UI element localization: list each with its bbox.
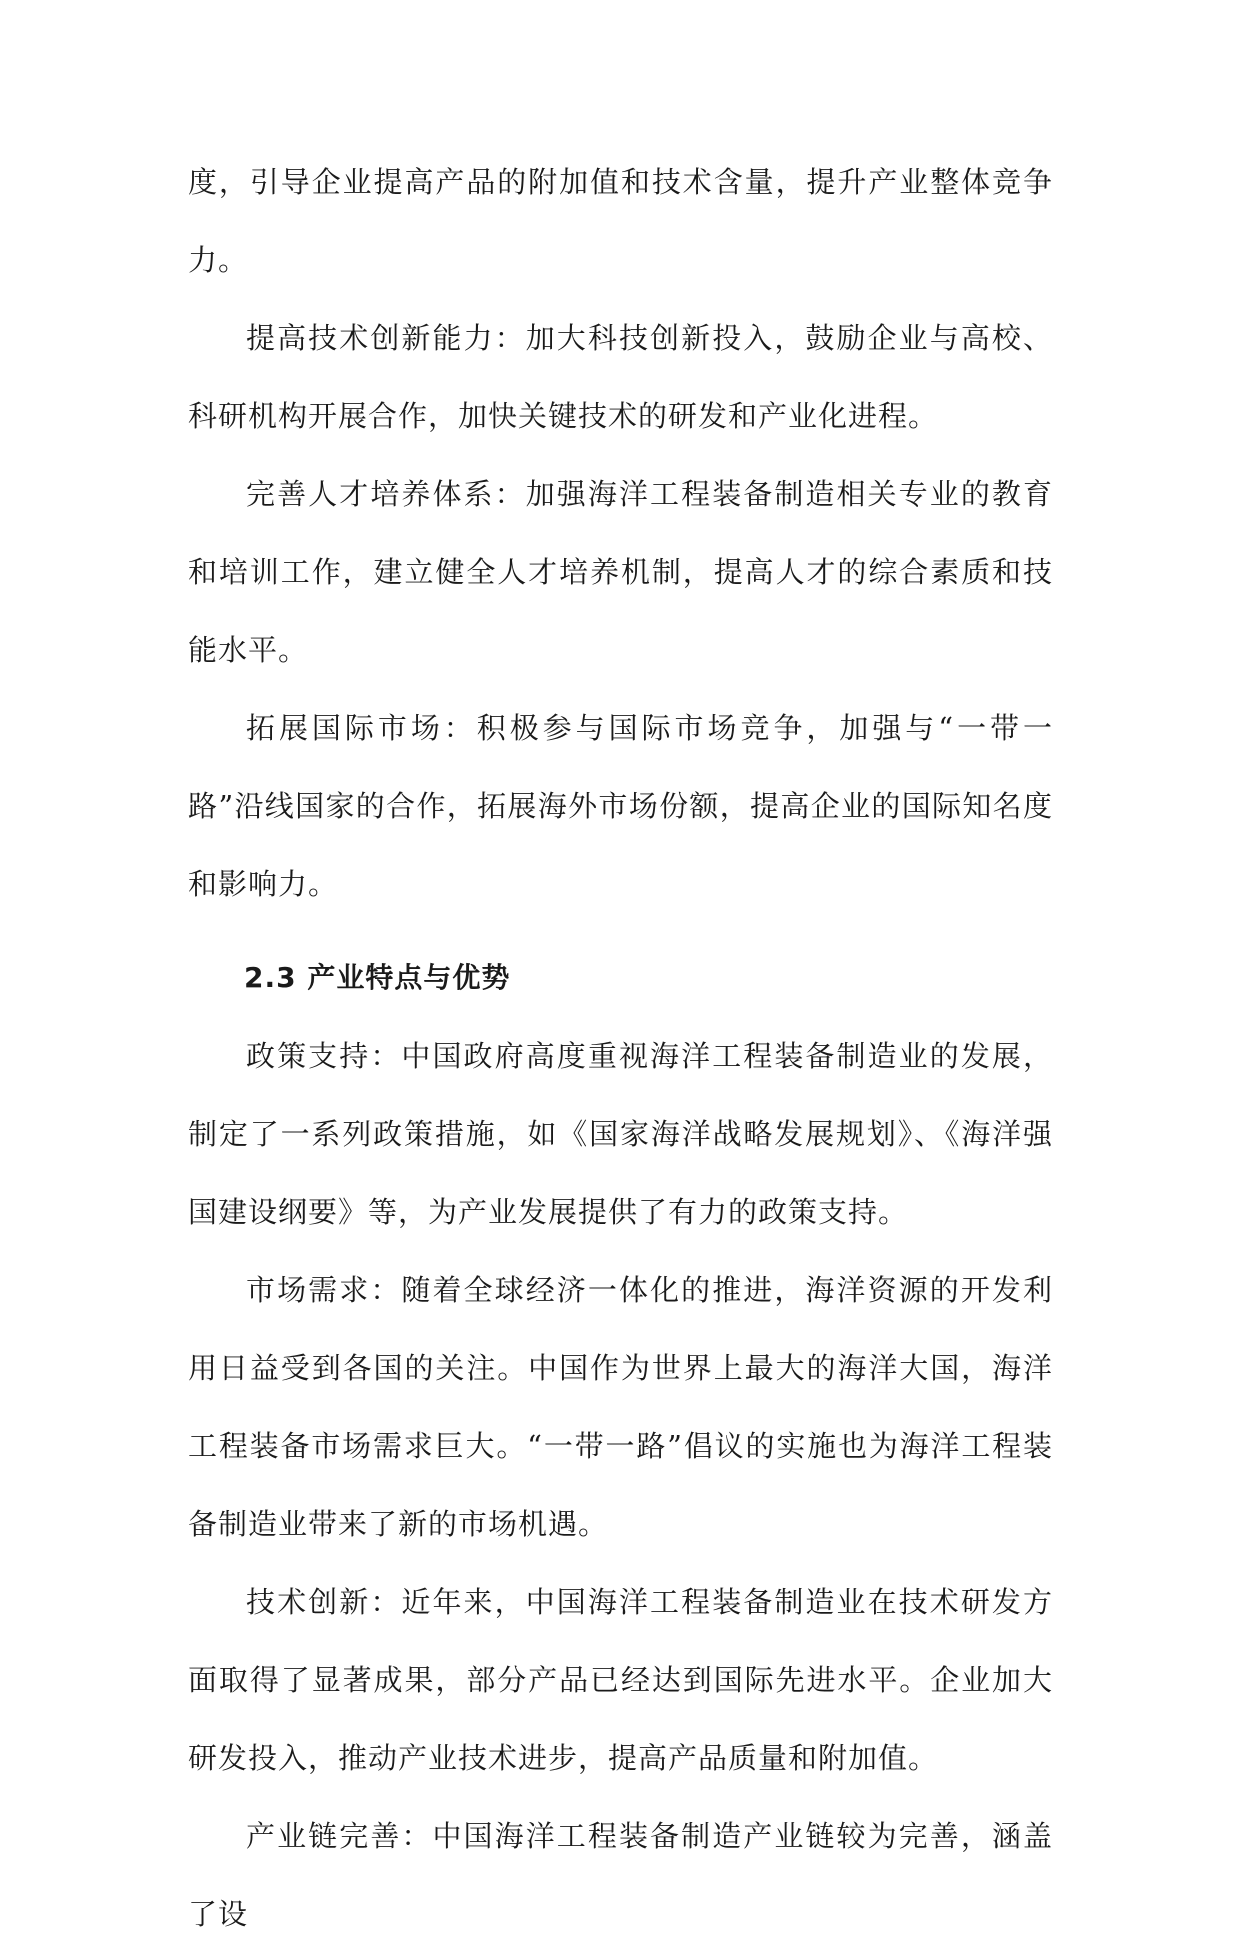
paragraph-market-demand: 市场需求：随着全球经济一体化的推进，海洋资源的开发利用日益受到各国的关注。中国作为世界上最大的海洋大国，海洋工程装备市场需求巨大。“一带一路”倡议的实施也为海洋工程装备制造业带来了新的市场机遇。 [188, 1273, 1053, 1541]
paragraph-international-market: 拓展国际市场：积极参与国际市场竞争，加强与“一带一路”沿线国家的合作，拓展海外市场份额，提高企业的国际知名度和影响力。 [188, 711, 1053, 901]
section-heading: 2.3 产业特点与优势 [244, 961, 511, 994]
paragraph-technology-innovation: 技术创新：近年来，中国海洋工程装备制造业在技术研发方面取得了显著成果，部分产品已经达到国际先进水平。企业加大研发投入，推动产业技术进步，提高产品质量和附加值。 [188, 1585, 1053, 1775]
document-body [188, 143, 1053, 1953]
paragraph-continuation: 度，引导企业提高产品的附加值和技术含量，提升产业整体竞争力。 [188, 165, 1053, 277]
paragraph-tech-innovation-ability: 提高技术创新能力：加大科技创新投入，鼓励企业与高校、科研机构开展合作，加快关键技术的研发和产业化进程。 [188, 321, 1053, 433]
paragraph-policy-support: 政策支持：中国政府高度重视海洋工程装备制造业的发展，制定了一系列政策措施，如《国家海洋战略发展规划》、《海洋强国建设纲要》等，为产业发展提供了有力的政策支持。 [188, 1039, 1053, 1229]
paragraph-industry-chain: 产业链完善：中国海洋工程装备制造产业链较为完善，涵盖了设 [188, 1819, 1053, 1931]
paragraph-talent-training: 完善人才培养体系：加强海洋工程装备制造相关专业的教育和培训工作，建立健全人才培养机制，提高人才的综合素质和技能水平。 [188, 477, 1053, 667]
